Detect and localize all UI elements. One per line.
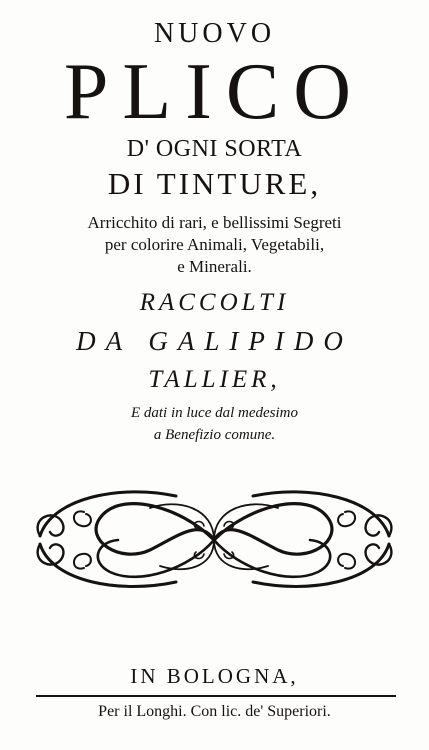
dedication-line-2: a Benefizio comune. bbox=[153, 427, 276, 443]
dedication-line-1: E dati in luce dal medesimo bbox=[130, 405, 299, 421]
imprint-printer: Per il Longhi. Con lic. de' Superiori. bbox=[98, 703, 331, 720]
subtitle-line-2: per colorire Animali, Vegetabili, bbox=[104, 235, 325, 254]
subtitle-line-3: e Minerali. bbox=[177, 257, 252, 276]
imprint-place: IN BOLOGNA, bbox=[130, 664, 299, 688]
author-line-2: TALLIER, bbox=[148, 366, 281, 393]
title-line-ogni-sorta: D' OGNI SORTA bbox=[126, 136, 303, 162]
author-line-1: DA GALIPIDO bbox=[76, 326, 353, 356]
imprint-rule bbox=[36, 695, 396, 697]
subtitle-line-1: Arricchito di rari, e bellissimi Segreti bbox=[87, 213, 342, 232]
title-line-tinture: DI TINTURE, bbox=[107, 166, 322, 201]
title-line-nuovo: NUOVO bbox=[153, 18, 276, 49]
collected-heading: RACCOLTI bbox=[139, 289, 290, 316]
title-line-plico: PLICO bbox=[63, 48, 366, 136]
engraved-scroll-ornament-icon bbox=[0, 478, 429, 598]
